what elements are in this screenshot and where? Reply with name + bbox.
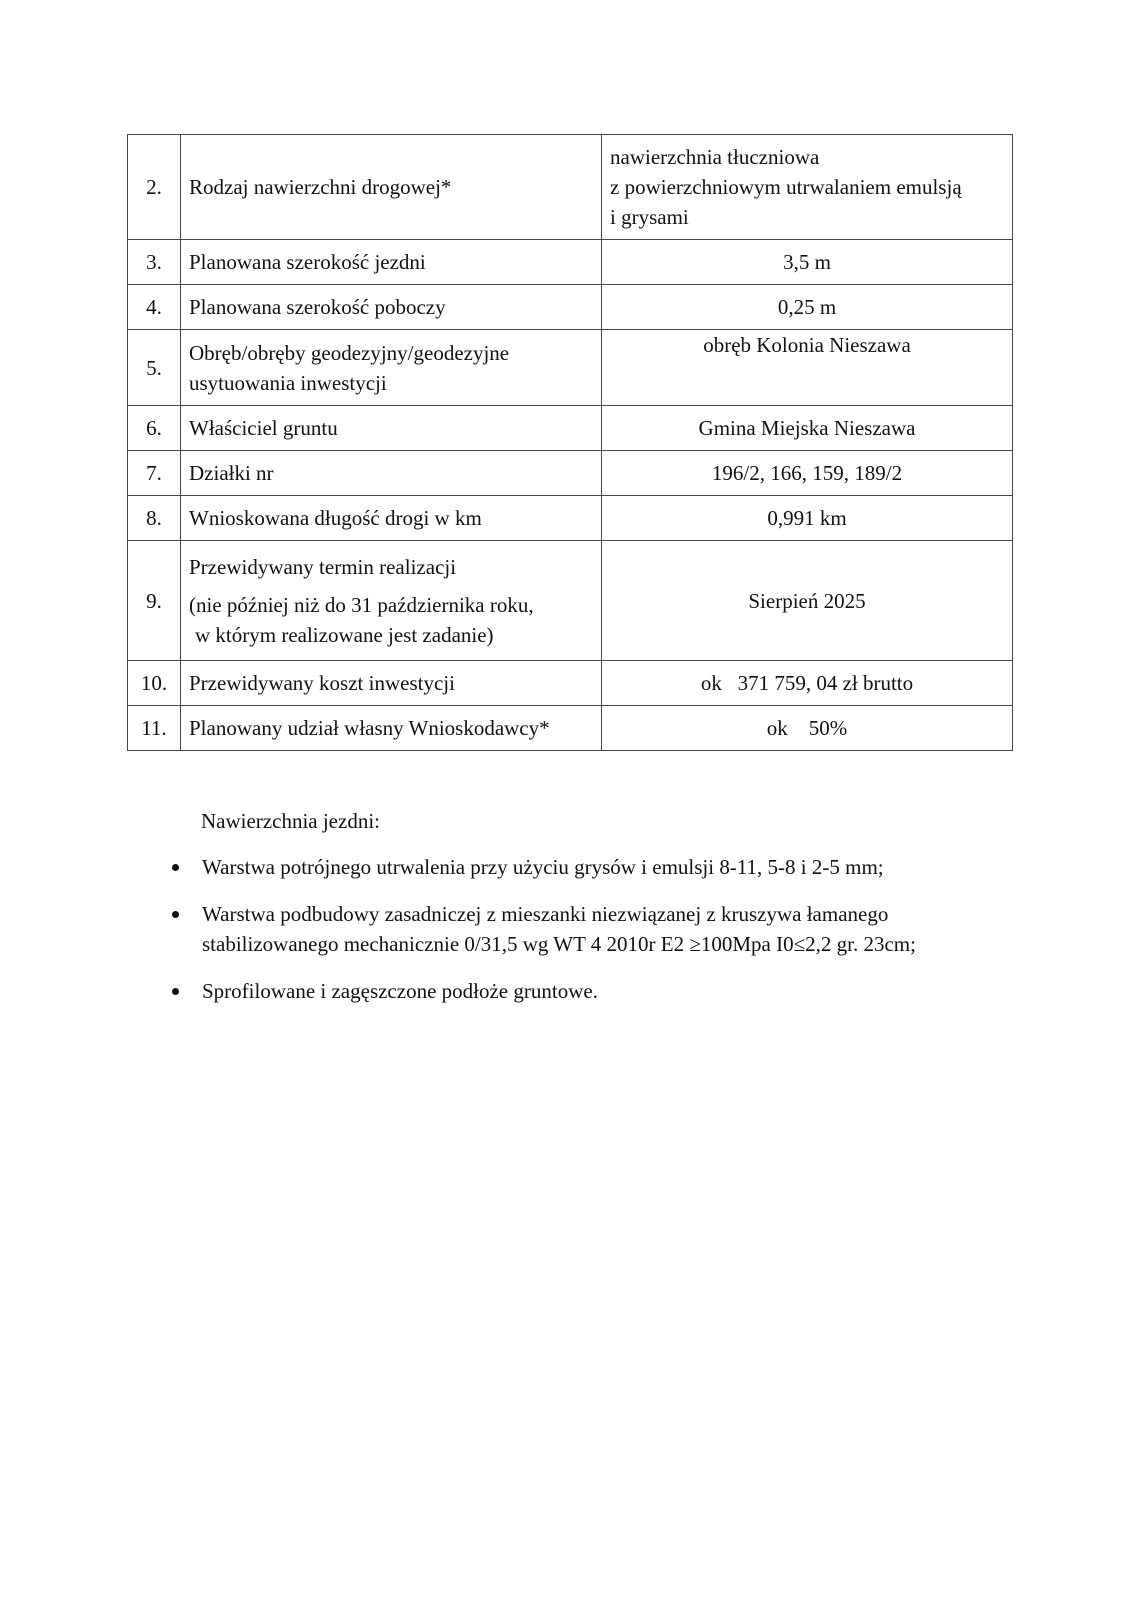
table-row <box>128 330 1013 406</box>
row-label: Wnioskowana długość drogi w km <box>181 496 602 541</box>
row-number: 6. <box>128 406 181 451</box>
row-label <box>181 330 602 406</box>
value-line: z powierzchniowym utrwalaniem emulsją <box>610 175 962 199</box>
row-label: Przewidywany koszt inwestycji <box>181 661 602 706</box>
row-number: 11. <box>128 706 181 751</box>
label-line: usytuowania inwestycji <box>189 370 387 395</box>
row-number: 5. <box>128 330 181 406</box>
list-item <box>166 852 1012 882</box>
row-label: Właściciel gruntu <box>181 406 602 451</box>
row-value <box>602 135 1013 240</box>
row-number: 10. <box>128 661 181 706</box>
table-row <box>128 706 1013 751</box>
bullet-icon <box>172 988 179 995</box>
row-label: Planowana szerokość jezdni <box>181 240 602 285</box>
table-row <box>128 285 1013 330</box>
row-value: 0,991 km <box>602 496 1013 541</box>
row-value: 196/2, 166, 159, 189/2 <box>602 451 1013 496</box>
investment-details-table <box>127 134 1013 751</box>
table-row <box>128 541 1013 661</box>
table-row <box>128 661 1013 706</box>
table-row <box>128 451 1013 496</box>
row-number: 4. <box>128 285 181 330</box>
label-line: Obręb/obręby geodezyjny/geodezyjne <box>189 340 510 365</box>
list-item <box>166 976 1012 1006</box>
label-line: w którym realizowane jest zadanie) <box>195 622 494 647</box>
list-item-text: Warstwa podbudowy zasadniczej z mieszanki niezwiązanej z kruszywa łamanego stabilizowanego mechanicznie 0/31,5 wg WT 4 2010r E2 ≥100Mpa I0≤2,2 gr. 23cm; <box>202 902 916 956</box>
row-label: Planowany udział własny Wnioskodawcy* <box>181 706 602 751</box>
table-row <box>128 240 1013 285</box>
row-label: Rodzaj nawierzchni drogowej* <box>181 135 602 240</box>
bullet-icon <box>172 864 179 871</box>
row-value: ok 50% <box>602 706 1013 751</box>
line-gap <box>189 582 593 590</box>
row-number: 3. <box>128 240 181 285</box>
list-item <box>166 899 1012 959</box>
list-item-text: Warstwa potrójnego utrwalenia przy użyciu grysów i emulsji 8-11, 5-8 i 2-5 mm; <box>202 855 884 879</box>
row-label: Planowana szerokość poboczy <box>181 285 602 330</box>
row-value: Sierpień 2025 <box>602 541 1013 661</box>
row-label <box>181 541 602 661</box>
row-number: 2. <box>128 135 181 240</box>
table-row <box>128 496 1013 541</box>
surface-heading: Nawierzchnia jezdni: <box>201 809 380 833</box>
value-line: i grysami <box>610 205 689 229</box>
bullet-icon <box>172 911 179 918</box>
table-row <box>128 135 1013 240</box>
row-value: ok 371 759, 04 zł brutto <box>602 661 1013 706</box>
row-number: 8. <box>128 496 181 541</box>
row-number: 9. <box>128 541 181 661</box>
list-item-text: Sprofilowane i zagęszczone podłoże gruntowe. <box>202 979 598 1003</box>
row-value: 3,5 m <box>602 240 1013 285</box>
label-line: Przewidywany termin realizacji <box>189 554 457 579</box>
row-number: 7. <box>128 451 181 496</box>
row-value: obręb Kolonia Nieszawa <box>602 330 1013 406</box>
row-label: Działki nr <box>181 451 602 496</box>
row-value: Gmina Miejska Nieszawa <box>602 406 1013 451</box>
row-value: 0,25 m <box>602 285 1013 330</box>
label-line: (nie później niż do 31 października roku, <box>189 592 534 617</box>
table-row <box>128 406 1013 451</box>
surface-layers-list <box>166 852 1012 1023</box>
value-line: nawierzchnia tłuczniowa <box>610 145 820 169</box>
